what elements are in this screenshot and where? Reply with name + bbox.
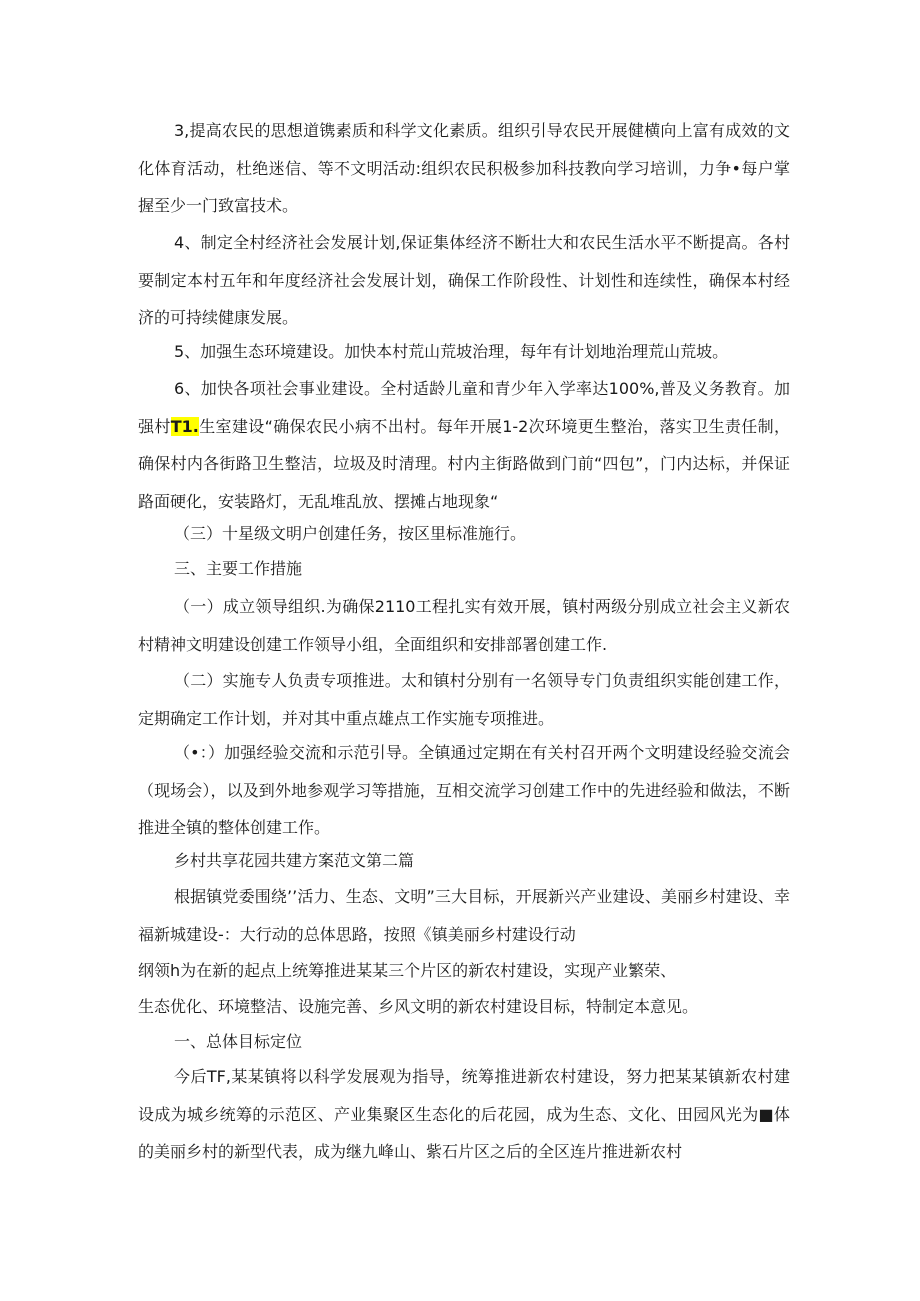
paragraph-text-after-highlight: 生室建设“确保农民小病不出村。每年开展1-2次环境更生整治，落实卫生责任制，确保村内各街路卫生整洁，垃圾及时清理。村内主街路做到门前“四包”，门内达标，并保证路面硬化，安装路灯，无乱堆乱放、摆摊占地现象“: [138, 416, 790, 511]
paragraph-measure-2: （二）实施专人负责专项推进。太和镇村分别有一名领导专门负责组织实能创建工作，定期确定工作计划，并对其中重点雄点工作实施专项推进。: [138, 671, 790, 728]
paragraph-intro: 根据镇党委围绕’’活力、生态、文明”三大目标，开展新兴产业建设、美丽乡村建设、幸福新城建设-：大行动的总体思路，按照《镇美丽乡村建设行动: [138, 887, 790, 944]
paragraph-item-6: [138, 370, 790, 520]
paragraph-goal-body: 今后TF,某某镇将以科学发展观为指导，统筹推进新农村建设，努力把某某镇新农村建设成为城乡统筹的示范区、产业集聚区生态化的后花园，成为生态、文化、田园风光为■体的美丽乡村的新型代表，成为继九峰山、紫石片区之后的全区连片推进新农村: [138, 1067, 790, 1161]
paragraph-intro-line-4: 生态优化、环境整洁、设施完善、乡风文明的新农村建设目标，特制定本意见。: [138, 997, 699, 1016]
paragraph-measure-3: （•：）加强经验交流和示范引导。全镇通过定期在有关村召开两个文明建设经验交流会（现场会），以及到外地参观学习等措施，互相交流学习创建工作中的先进经验和做法，不断推进全镇的整体创建工作。: [138, 743, 790, 837]
paragraph-intro-line-3: 纲领h为在新的起点上统筹推进某某三个片区的新农村建设，实现产业繁荣、: [138, 961, 677, 980]
highlighted-text: T1.: [170, 416, 199, 436]
paragraph-text-before-highlight: 6、加快各项社会事业建设。全村适龄儿童和青少年入学率达100%,普及义务教育。加强村: [138, 379, 790, 436]
paragraph-item-5: 5、加强生态环境建设。加快本村荒山荒坡治理，每年有计划地治理荒山荒坡。: [174, 342, 729, 361]
section-title-second-article: 乡村共享花园共建方案范文第二篇: [174, 851, 415, 870]
section-heading-goal: 一、总体目标定位: [174, 1032, 303, 1051]
paragraph-measure-1: （一）成立领导组织.为确保2110工程扎实有效开展，镇村两级分别成立社会主义新农村精神文明建设创建工作领导小组，全面组织和安排部署创建工作.: [138, 597, 790, 654]
paragraph-star-households: （三）十星级文明户创建任务，按区里标准施行。: [174, 524, 527, 543]
section-heading-measures: 三、主要工作措施: [174, 559, 303, 578]
paragraph-item-4: 4、制定全村经济社会发展计划,保证集体经济不断壮大和农民生活水平不断提高。各村要制定本村五年和年度经济社会发展计划，确保工作阶段性、计划性和连续性，确保本村经济的可持续健康发展。: [138, 233, 790, 327]
paragraph-item-3: 3,提高农民的思想道镌素质和科学文化素质。组织引导农民开展健横向上富有成效的文化体育活动，杜绝迷信、等不文明活动:组织农民积极参加科技教向学习培训，力争•每户掌握至少一门致富技术。: [138, 121, 790, 215]
